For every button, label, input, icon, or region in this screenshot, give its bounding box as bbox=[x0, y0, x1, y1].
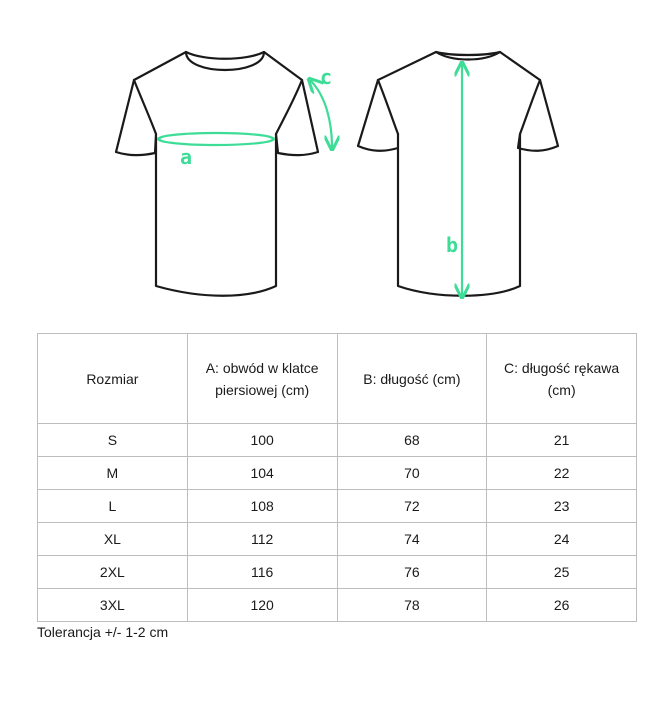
tshirt-back-left-seam bbox=[378, 80, 398, 134]
size-table bbox=[37, 333, 637, 622]
cell-size: XL bbox=[38, 523, 188, 556]
table-row bbox=[38, 589, 637, 622]
cell-length: 70 bbox=[337, 457, 487, 490]
tshirt-diagram-svg bbox=[100, 40, 560, 310]
cell-chest: 108 bbox=[187, 490, 337, 523]
cell-length: 74 bbox=[337, 523, 487, 556]
cell-sleeve: 26 bbox=[487, 589, 637, 622]
header-chest: A: obwód w klatce piersiowej (cm) bbox=[187, 334, 337, 424]
table-row bbox=[38, 523, 637, 556]
cell-sleeve: 21 bbox=[487, 424, 637, 457]
size-table-header-row bbox=[38, 334, 637, 424]
table-row bbox=[38, 556, 637, 589]
tshirt-front-collar bbox=[186, 52, 264, 70]
measurement-a-label: a bbox=[180, 145, 193, 169]
cell-length: 78 bbox=[337, 589, 487, 622]
table-row bbox=[38, 424, 637, 457]
measurement-a bbox=[158, 133, 274, 169]
tshirt-back-right-seam bbox=[520, 80, 540, 134]
cell-chest: 100 bbox=[187, 424, 337, 457]
header-size: Rozmiar bbox=[38, 334, 188, 424]
tshirt-front bbox=[116, 52, 318, 296]
tshirt-back-outline bbox=[358, 52, 558, 296]
tshirt-front-left-seam bbox=[134, 80, 156, 134]
cell-size: 3XL bbox=[38, 589, 188, 622]
measurement-b-label: b bbox=[446, 233, 459, 257]
cell-chest: 116 bbox=[187, 556, 337, 589]
tshirt-measurement-diagram bbox=[100, 40, 560, 310]
cell-sleeve: 24 bbox=[487, 523, 637, 556]
table-row bbox=[38, 490, 637, 523]
tshirt-front-right-seam bbox=[276, 80, 302, 134]
measurement-c-arrow bbox=[310, 80, 332, 148]
cell-size: M bbox=[38, 457, 188, 490]
tolerance-note: Tolerancja +/- 1-2 cm bbox=[37, 624, 169, 640]
cell-chest: 104 bbox=[187, 457, 337, 490]
cell-length: 76 bbox=[337, 556, 487, 589]
table-row bbox=[38, 457, 637, 490]
cell-chest: 120 bbox=[187, 589, 337, 622]
measurement-c-label: c bbox=[320, 65, 333, 89]
measurement-b bbox=[446, 64, 462, 296]
header-length: B: długość (cm) bbox=[337, 334, 487, 424]
cell-size: 2XL bbox=[38, 556, 188, 589]
tshirt-back bbox=[358, 52, 558, 296]
measurement-a-ellipse bbox=[158, 133, 274, 145]
header-sleeve: C: długość rękawa (cm) bbox=[487, 334, 637, 424]
tshirt-front-outline bbox=[116, 52, 318, 296]
cell-sleeve: 23 bbox=[487, 490, 637, 523]
cell-size: L bbox=[38, 490, 188, 523]
cell-length: 68 bbox=[337, 424, 487, 457]
cell-sleeve: 22 bbox=[487, 457, 637, 490]
cell-chest: 112 bbox=[187, 523, 337, 556]
cell-length: 72 bbox=[337, 490, 487, 523]
cell-sleeve: 25 bbox=[487, 556, 637, 589]
cell-size: S bbox=[38, 424, 188, 457]
